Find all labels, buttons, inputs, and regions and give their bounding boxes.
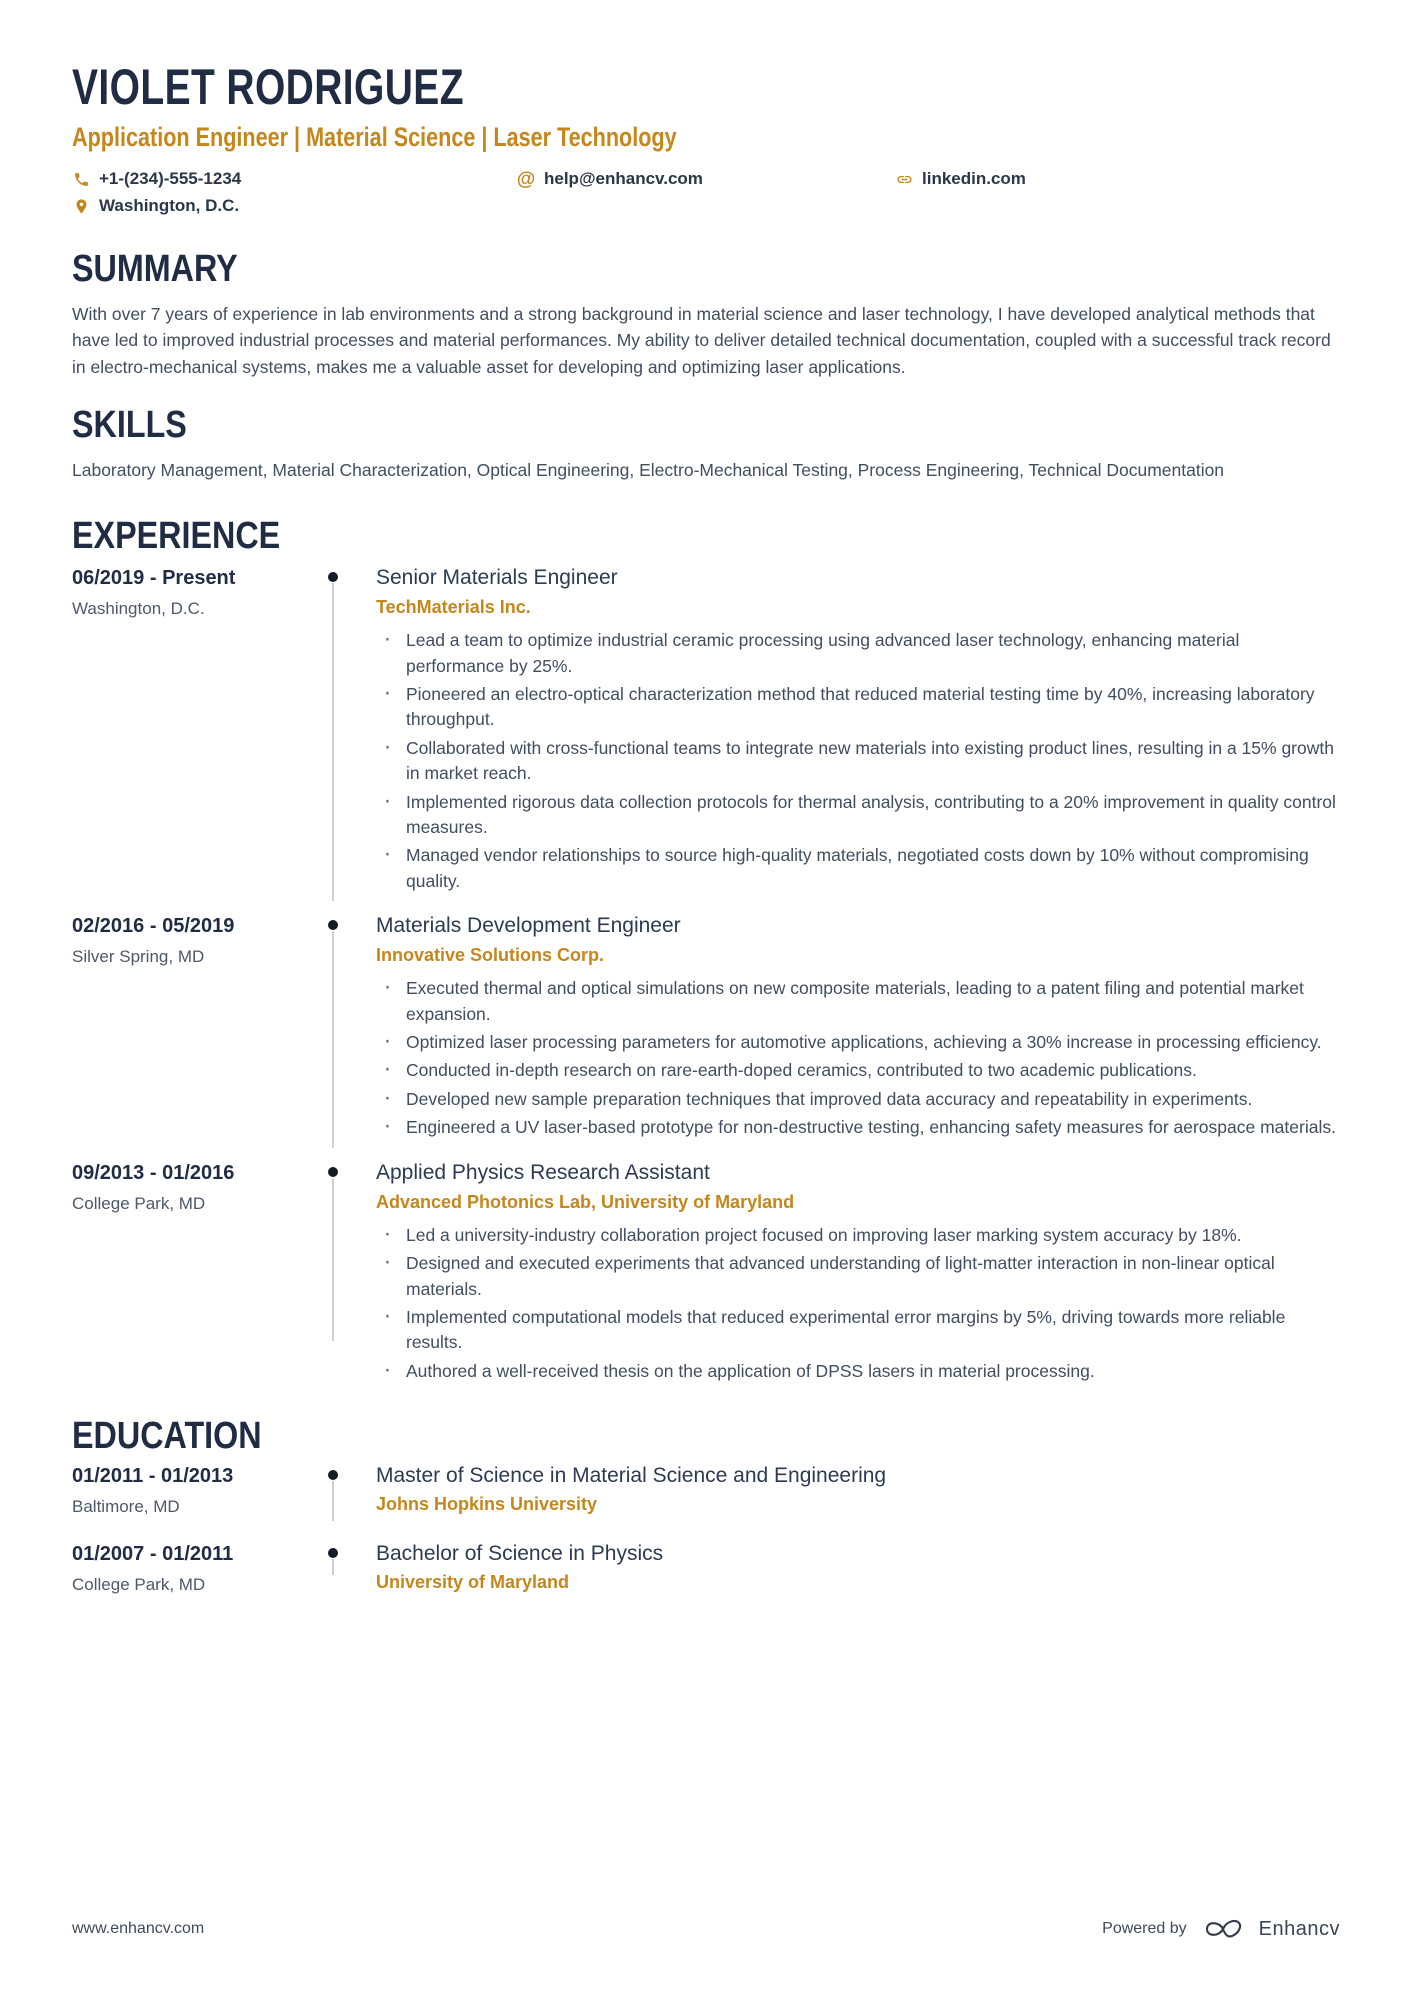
link-icon (895, 170, 913, 188)
education-entry (72, 1541, 1340, 1619)
education-dates: 01/2011 - 01/2013 (72, 1465, 234, 1487)
timeline-dot (328, 920, 338, 930)
experience-location: Silver Spring, MD (72, 947, 205, 966)
contact-link[interactable] (895, 169, 1340, 189)
timeline (312, 913, 354, 1144)
school-name: Johns Hopkins University (376, 1494, 598, 1515)
summary-text: With over 7 years of experience in lab environments and a strong background in material science and laser technology, I have developed analytical methods that have led to improved industrial processes and material performances. My ability to deliver detailed technical documentation, coupled with a successful track record in electro-mechanical systems, makes me a valuable asset for developing and optimizing laser applications. (72, 304, 1331, 377)
enhancv-logo-icon (1200, 1915, 1246, 1943)
bullet-item: · Managed vendor relationships to source high-quality materials, negotiated costs down by 10% without compromising quality. (376, 843, 1340, 894)
contact-phone[interactable] (72, 169, 517, 189)
candidate-name-text: VIOLET RODRIGUEZ (72, 59, 464, 115)
timeline-line (332, 583, 334, 901)
education-entry (72, 1463, 1340, 1541)
contact-email-value: help@enhancv.com (544, 169, 703, 188)
bullet-item: · Collaborated with cross-functional teams to integrate new materials into existing product lines, resulting in a 15% growth in market reach. (376, 736, 1340, 787)
bullet-item: · Conducted in-depth research on rare-earth-doped ceramics, contributed to two academic publications. (376, 1058, 1340, 1083)
contact-phone-value: +1-(234)-555-1234 (99, 169, 242, 188)
job-title: Applied Physics Research Assistant (376, 1160, 710, 1184)
experience-entry-content (354, 1160, 1340, 1388)
company-name: Innovative Solutions Corp. (376, 945, 605, 966)
timeline-dot (328, 1548, 338, 1558)
enhancv-brand-text: Enhancv (1258, 1917, 1340, 1940)
contact-location (72, 196, 517, 216)
bullet-list (376, 628, 1340, 894)
page-footer (72, 1915, 1340, 1943)
degree-title: Bachelor of Science in Physics (376, 1542, 664, 1565)
skills-heading (72, 403, 1340, 446)
timeline-dot (328, 572, 338, 582)
job-title: Senior Materials Engineer (376, 566, 618, 589)
education-location: Baltimore, MD (72, 1497, 180, 1516)
powered-by-label: Powered by (1102, 1920, 1187, 1937)
bullet-item: · Led a university-industry collaboration project focused on improving laser marking system accuracy by 18%. (376, 1223, 1340, 1248)
resume-header (72, 59, 1340, 216)
experience-entry (72, 1160, 1340, 1404)
bullet-item: · Lead a team to optimize industrial ceramic processing using advanced laser technology, enhancing material performance by 25%. (376, 628, 1340, 679)
contact-location-value: Washington, D.C. (99, 196, 240, 215)
timeline-line (332, 1481, 334, 1521)
school-name: University of Maryland (376, 1572, 570, 1593)
candidate-headline (72, 122, 1340, 153)
experience-location: Washington, D.C. (72, 599, 205, 618)
bullet-item: · Engineered a UV laser-based prototype for non-destructive testing, enhancing safety measures for aerospace materials. (376, 1115, 1340, 1140)
bullet-list (376, 1223, 1340, 1384)
experience-entry (72, 913, 1340, 1160)
timeline-dot (328, 1470, 338, 1480)
phone-icon (72, 170, 90, 188)
timeline (312, 1541, 354, 1595)
candidate-name (72, 59, 1340, 115)
summary-heading (72, 250, 1340, 288)
section-skills (72, 403, 1340, 483)
location-pin-icon (72, 197, 90, 215)
footer-site-link[interactable]: www.enhancv.com (72, 1920, 205, 1937)
timeline-dot (328, 1167, 338, 1177)
education-entry-meta (72, 1463, 312, 1517)
experience-heading-text: EXPERIENCE (72, 515, 281, 557)
timeline (312, 1463, 354, 1517)
education-entry-content (354, 1541, 1340, 1595)
bullet-item: · Pioneered an electro-optical characterization method that reduced material testing time by 40%, increasing laboratory throughput. (376, 682, 1340, 733)
job-title: Materials Development Engineer (376, 914, 681, 937)
experience-entry-content (354, 913, 1340, 1144)
experience-entry-meta (72, 1160, 312, 1388)
bullet-item: · Optimized laser processing parameters for automotive applications, achieving a 30% increase in processing efficiency. (376, 1030, 1340, 1055)
timeline-line (332, 1178, 334, 1342)
experience-entry-content (354, 565, 1340, 897)
experience-entry-meta (72, 565, 312, 897)
education-location: College Park, MD (72, 1575, 206, 1594)
experience-entry (72, 565, 1340, 913)
education-entry-meta (72, 1541, 312, 1595)
education-heading-text: EDUCATION (72, 1415, 262, 1457)
experience-location: College Park, MD (72, 1193, 206, 1213)
company-name: Advanced Photonics Lab, University of Maryland (376, 1191, 795, 1212)
experience-entry-meta (72, 913, 312, 1144)
contact-email[interactable] (517, 169, 895, 189)
timeline (312, 565, 354, 897)
at-icon: @ (516, 168, 536, 190)
education-entry-content (354, 1463, 1340, 1517)
education-heading (72, 1417, 1340, 1455)
section-education (72, 1417, 1340, 1619)
section-experience (72, 517, 1340, 1403)
skills-heading-text: SKILLS (72, 403, 187, 446)
contact-row (72, 169, 1340, 216)
bullet-item: · Implemented computational models that reduced experimental error margins by 5%, driving towards more reliable results. (376, 1305, 1340, 1356)
timeline-line (332, 931, 334, 1148)
experience-dates: 06/2019 - Present (72, 567, 236, 589)
bullet-item: · Developed new sample preparation techniques that improved data accuracy and repeatability in experiments. (376, 1087, 1340, 1112)
candidate-headline-text: Application Engineer | Material Science | Laser Technology (72, 122, 677, 152)
education-dates: 01/2007 - 01/2011 (72, 1543, 234, 1565)
experience-dates: 02/2016 - 05/2019 (72, 915, 235, 937)
section-summary (72, 250, 1340, 380)
degree-title: Master of Science in Material Science and Engineering (376, 1464, 887, 1487)
bullet-item: · Authored a well-received thesis on the application of DPSS lasers in material processing. (376, 1359, 1340, 1384)
bullet-item: · Executed thermal and optical simulations on new composite materials, leading to a patent filing and potential market expansion. (376, 976, 1340, 1027)
bullet-list (376, 976, 1340, 1140)
skills-text: Laboratory Management, Material Characterization, Optical Engineering, Electro-Mechanical Testing, Process Engineering, Technical Documentation (72, 459, 1225, 480)
contact-link-value: linkedin.com (922, 169, 1026, 188)
bullet-item: · Designed and executed experiments that advanced understanding of light-matter interaction in non-linear optical materials. (376, 1251, 1340, 1302)
bullet-item: · Implemented rigorous data collection protocols for thermal analysis, contributing to a 20% improvement in quality control measures. (376, 790, 1340, 841)
company-name: TechMaterials Inc. (376, 597, 531, 618)
timeline-line (332, 1559, 334, 1575)
timeline (312, 1160, 354, 1388)
experience-heading (72, 517, 1340, 555)
powered-by-group[interactable] (1102, 1915, 1340, 1943)
summary-heading-text: SUMMARY (72, 248, 238, 290)
experience-dates: 09/2013 - 01/2016 (72, 1161, 235, 1184)
